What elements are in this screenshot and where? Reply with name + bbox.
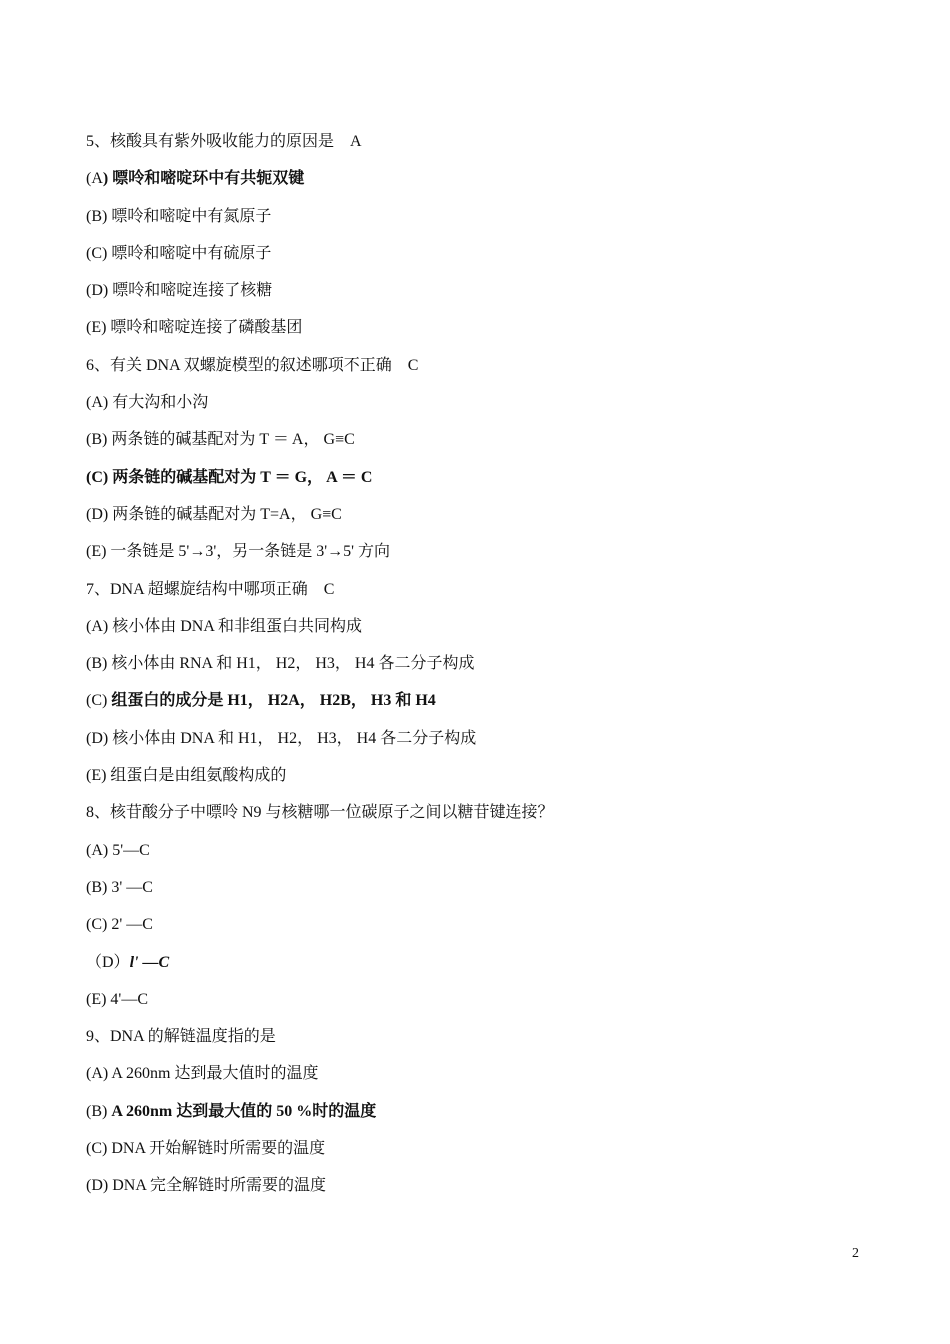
line-text: (E) 4'—C [86,990,148,1008]
line-text: (A) 有大沟和小沟 [86,394,209,412]
line-prefix: (B) [86,1102,112,1120]
question-5-option-d [86,277,886,314]
line-text: 8、核苷酸分子中嘌呤 N9 与核糖哪一位碳原子之间以糖苷键连接？ [86,804,554,822]
question-8-option-d-answer [86,949,886,986]
line-text: (D) DNA 完全解链时所需要的温度 [86,1177,326,1195]
question-6-option-d [86,501,886,538]
question-9-option-c [86,1135,886,1172]
line-text: 6、有关 DNA 双螺旋模型的叙述哪项不正确 C [86,356,419,374]
line-text: (C) 嘌呤和嘧啶中有硫原子 [86,244,272,262]
line-text: (B) 核小体由 RNA 和 H1， H2， H3， H4 各二分子构成 [86,655,475,673]
question-6-option-b [86,426,886,463]
question-5-option-b [86,203,886,240]
question-7-option-d [86,725,886,762]
question-8-option-b [86,874,886,911]
line-text: 组蛋白的成分是 H1， H2A， H2B， H3 和 H4 [111,692,436,710]
question-9-option-d [86,1172,886,1209]
question-5-option-e [86,314,886,351]
line-text: (D) 核小体由 DNA 和 H1， H2， H3， H4 各二分子构成 [86,729,477,747]
question-8-stem [86,799,886,836]
question-content [86,128,886,1210]
line-text: (D) 嘌呤和嘧啶连接了核糖 [86,282,273,300]
line-text: (A) 核小体由 DNA 和非组蛋白共同构成 [86,617,362,635]
question-6-option-c-answer [86,464,886,501]
question-9-option-a [86,1060,886,1097]
line-prefix: (A [86,170,103,188]
line-text: l' —C [129,953,170,971]
question-5-option-c [86,240,886,277]
question-9-stem [86,1023,886,1060]
line-text: (D) 两条链的碱基配对为 T=A， G≡C [86,505,342,523]
line-prefix: (C) [86,692,112,710]
line-text: (C) 2' —C [86,916,153,934]
question-5-stem [86,128,886,165]
question-6-option-a [86,389,886,426]
line-text: (E) 一条链是 5'→3'，另一条链是 3'→5' 方向 [86,543,390,561]
question-7-option-c-answer [86,687,886,724]
question-7-option-a [86,613,886,650]
page-number: 2 [852,1246,859,1261]
question-8-option-a [86,837,886,874]
line-text: (A) 5'—C [86,841,150,859]
line-text: (E) 嘌呤和嘧啶连接了磷酸基团 [86,319,303,337]
line-text: (C) 两条链的碱基配对为 T ＝ G， A ＝ C [86,468,373,486]
question-7-option-e [86,762,886,799]
line-text: A 260nm 达到最大值的 50 %时的温度 [111,1102,377,1120]
question-5-option-a-answer [86,165,886,202]
question-9-option-b-answer [86,1098,886,1135]
line-text: (E) 组蛋白是由组氨酸构成的 [86,767,287,785]
line-text: 9、DNA 的解链温度指的是 [86,1028,276,1046]
line-text: (C) DNA 开始解链时所需要的温度 [86,1140,326,1158]
question-6-stem [86,352,886,389]
line-text: (B) 3' —C [86,878,153,896]
question-8-option-e [86,986,886,1023]
question-7-stem [86,576,886,613]
line-text: (A) A 260nm 达到最大值时的温度 [86,1065,319,1083]
line-text: (B) 嘌呤和嘧啶中有氮原子 [86,207,272,225]
question-8-option-c [86,911,886,948]
line-prefix: （D） [86,953,130,971]
line-text: 5、核酸具有紫外吸收能力的原因是 A [86,133,362,150]
question-6-option-e [86,538,886,575]
line-text: (B) 两条链的碱基配对为 T ＝ A， G≡C [86,431,355,449]
line-text: ) 嘌呤和嘧啶环中有共轭双键 [102,170,305,188]
question-7-option-b [86,650,886,687]
line-text: 7、DNA 超螺旋结构中哪项正确 C [86,580,335,598]
